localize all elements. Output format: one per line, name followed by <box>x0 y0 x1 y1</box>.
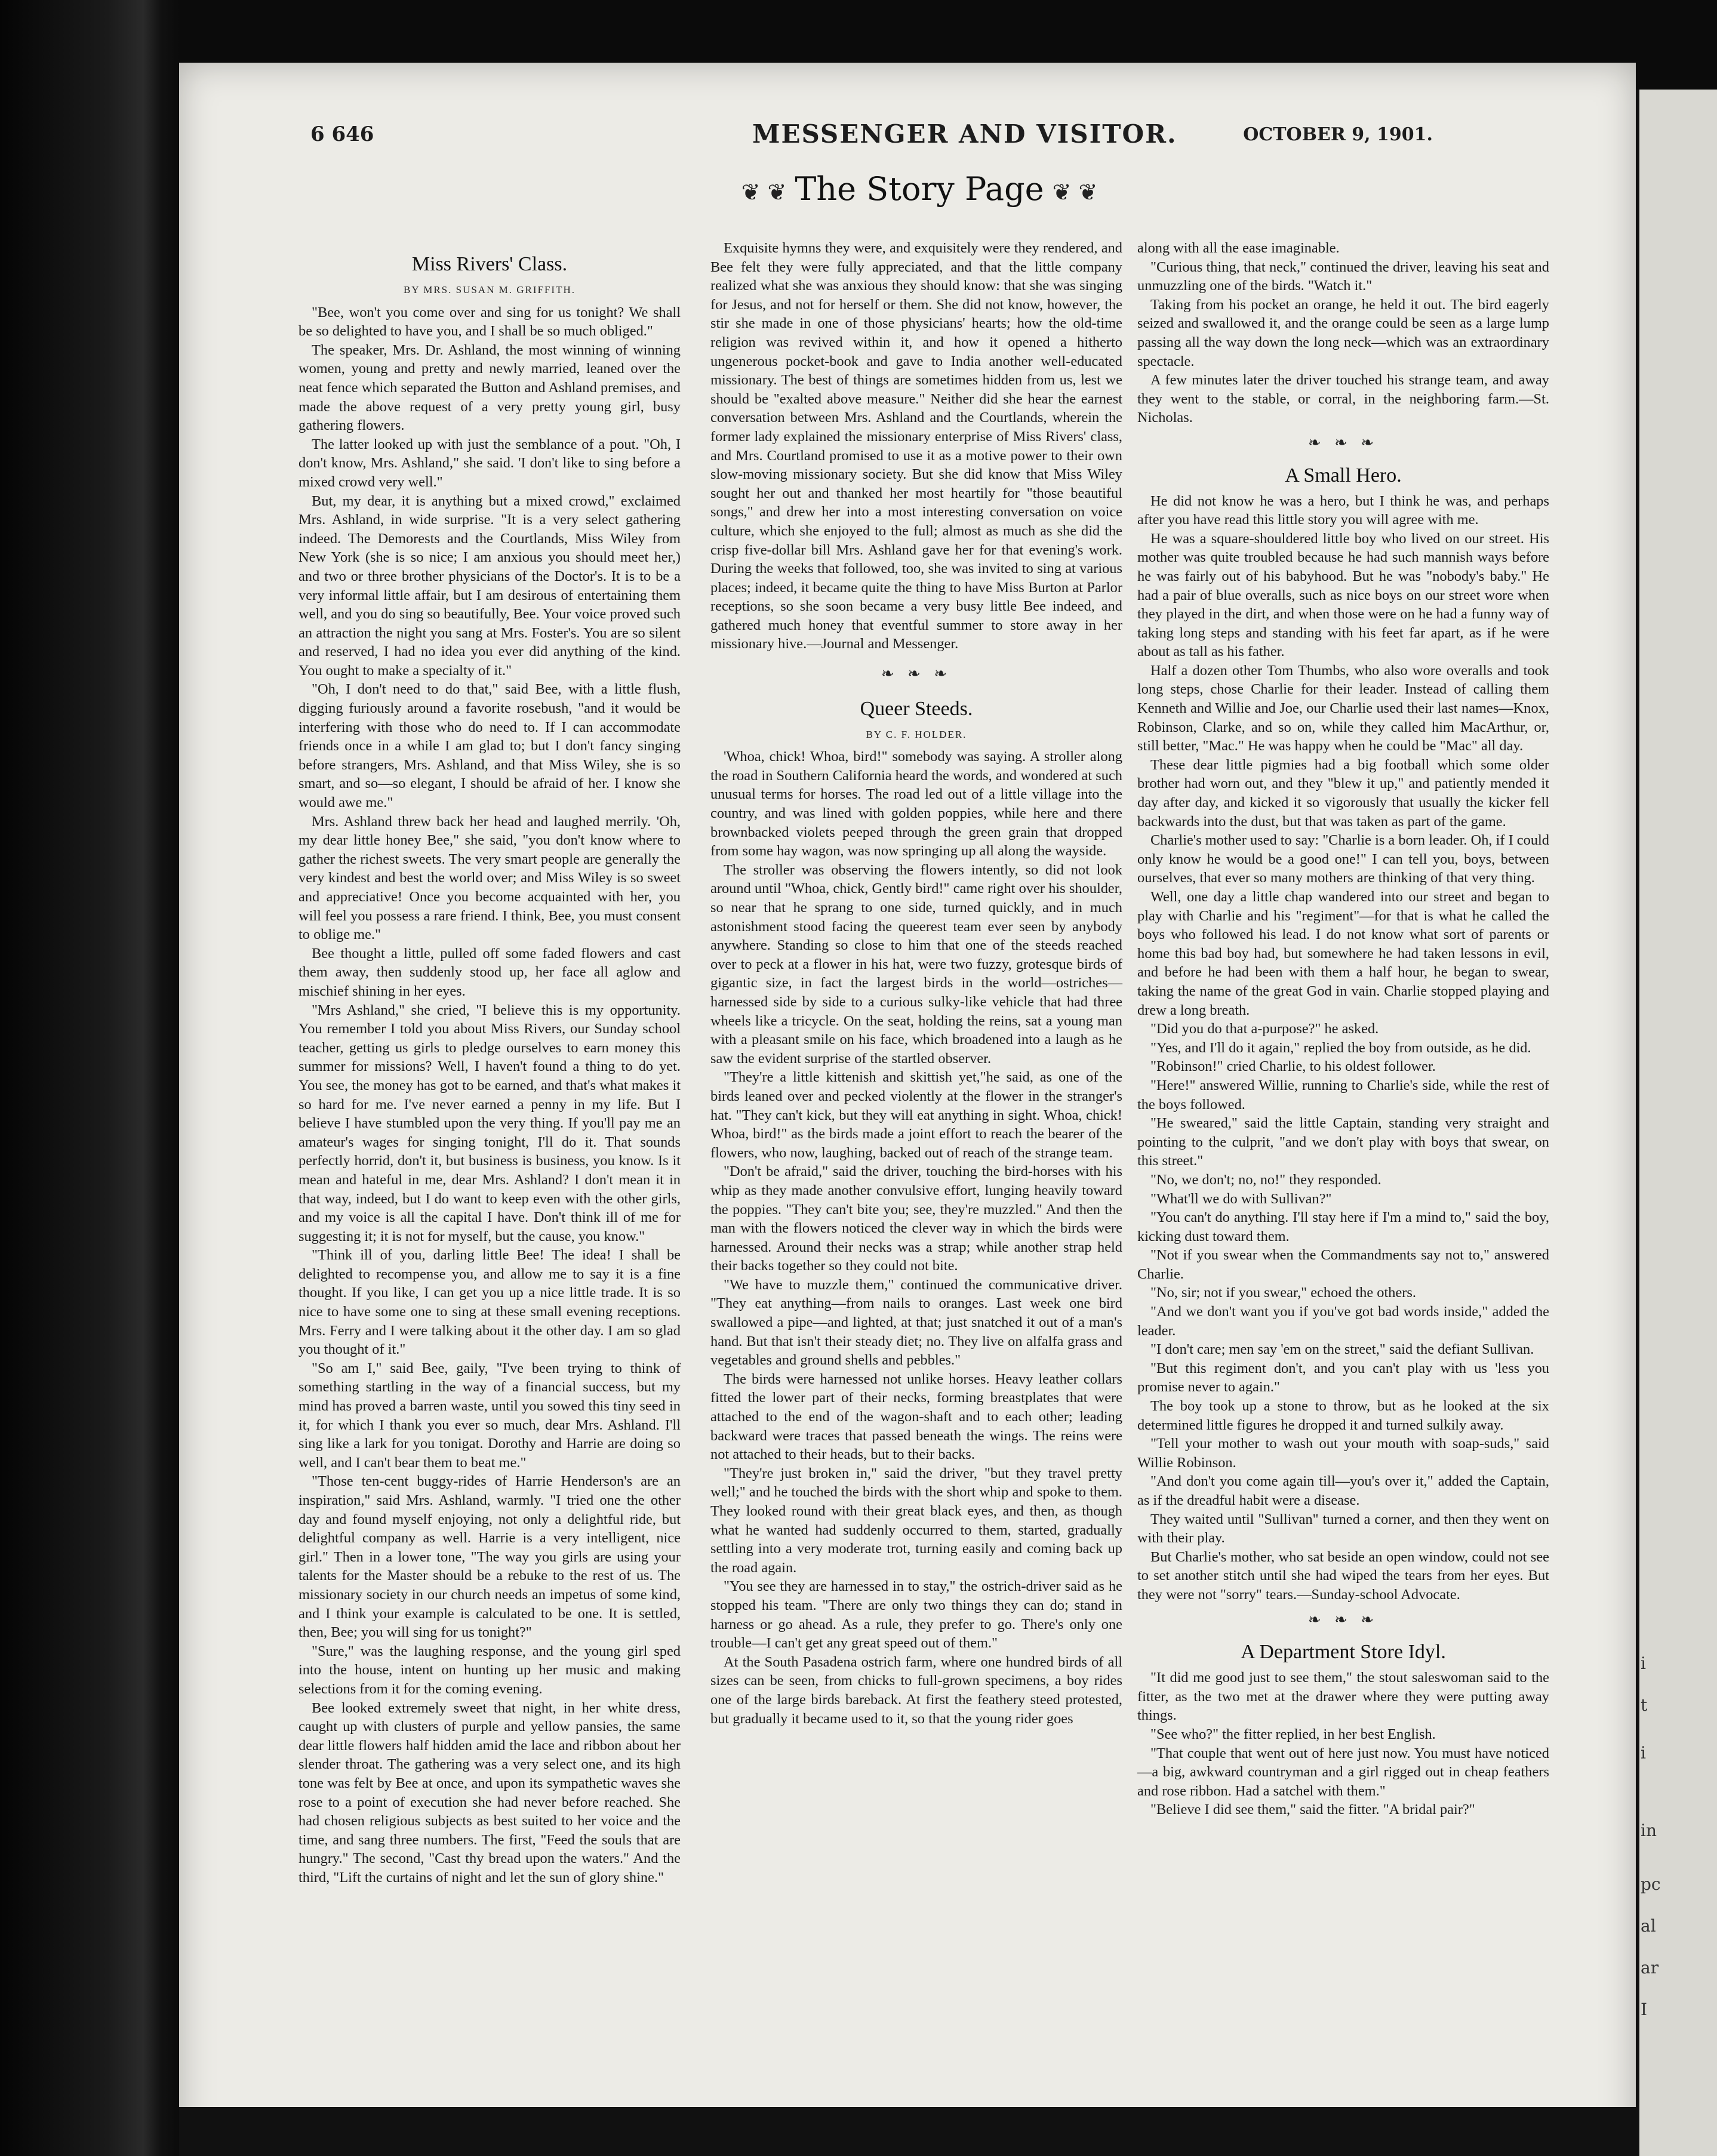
paragraph: He was a square-shouldered little boy who lived on our street. His mother was quite troubled because he had such mannish ways before he was fairly out of his babyhood. But he was "nobody's baby." He had a pair of blue overalls, such as nice boys on our street wore when they played in the dirt, and when those were on he had a funny way of taking long steps and standing with his feet far apart, as if he were about as tall as his father. <box>1137 530 1549 660</box>
paragraph: "I don't care; men say 'em on the street," said the defiant Sullivan. <box>1150 1341 1534 1358</box>
edge-letter: i <box>1641 1653 1646 1673</box>
paragraph: Mrs. Ashland threw back her head and laughed merrily. 'Oh, my dear little honey Bee," she said, "you don't know where to gather the richest sweets. The very smart people are generally the very kindest and best the world over; and Miss Wiley is so sweet and appreciative! Once you become acquainted with her, you will feel you possess a rare friend. I think, Bee, you must consent to oblige me." <box>299 813 681 943</box>
paragraph: "He sweared," said the little Captain, standing very straight and pointing to the culprit, "and we don't play with boys that swear, on this street." <box>1137 1115 1549 1169</box>
paper-title: MESSENGER AND VISITOR. <box>752 119 1177 149</box>
paragraph: "You can't do anything. I'll stay here if I'm a mind to," said the boy, kicking dust toward them. <box>1137 1209 1549 1245</box>
paragraph: "They're just broken in," said the driver, "but they travel pretty well;" and he touched the birds with the short whip and spoke to them. They looked round with their great black eyes, and then, as though what he wanted had suddenly occurred to them, started, gradually settling into a very moderate trot, turning easily and coming back up the road again. <box>710 1465 1122 1576</box>
paragraph: The latter looked up with just the semblance of a pout. "Oh, I don't know, Mrs. Ashland," she said. 'I don't like to sing before a mixed crowd very well." <box>299 436 681 490</box>
leaf-ornament-icon: ❦ ❦ <box>741 179 787 205</box>
leaf-ornament-icon: ❦ ❦ <box>1052 179 1098 205</box>
paragraph: "Those ten-cent buggy-rides of Harrie Henderson's are an inspiration," said Mrs. Ashland, warmly. "I tried one the other day and found myself enjoying, not only a delightful ride, but delightful company as well. Harrie is a very intelligent, nice girl." Then in a lower tone, "The way you girls are using your talents for the Master should be a rebuke to the rest of us. The missionary society in our church needs an impetus of some kind, and I think your example is calculated to be one. It is settled, then, Bee; you will sing for us tonight?" <box>299 1473 681 1641</box>
page-number: 6 646 <box>310 122 374 146</box>
paragraph: "Tell your mother to wash out your mouth with soap-suds," said Willie Robinson. <box>1137 1436 1549 1471</box>
story-page-heading <box>704 170 1134 218</box>
paragraph: Half a dozen other Tom Thumbs, who also wore overalls and took long steps, chose Charlie for their leader. Instead of calling them Kenneth and Willie and Joe, our Charlie used their last names—Knox, Robinson, Clarke, and so on, while they called him MacArthur, or, still better, "Mac." He was happy when he could be "Mac" all day. <box>1137 662 1549 754</box>
edge-letter: al <box>1641 1916 1656 1936</box>
article-title: Queer Steeds. <box>860 697 973 720</box>
paragraph: Taking from his pocket an orange, he held it out. The bird eagerly seized and swallowed it, and the orange could be seen as a large lump passing all the way down the long neck—which was an extraordinary spectacle. <box>1137 296 1549 369</box>
paragraph: "Robinson!" cried Charlie, to his oldest follower. <box>1150 1058 1436 1075</box>
edge-letter: pc <box>1641 1874 1661 1894</box>
column-3 <box>1137 239 1549 1819</box>
paragraph: Bee thought a little, pulled off some faded flowers and cast them away, then suddenly stood up, her face all aglow and mischief shining in her eyes. <box>299 945 681 999</box>
paragraph: "Did you do that a-purpose?" he asked. <box>1150 1021 1379 1037</box>
paragraph: At the South Pasadena ostrich farm, where one hundred birds of all sizes can be seen, from chicks to full-grown specimens, a boy rides one of the large birds bareback. At first the feathery steed protested, but gradually it became used to it, so that the young rider goes <box>710 1653 1122 1727</box>
paragraph: These dear little pigmies had a big football which some older brother had worn out, and they "blew it up," and patiently mended it day after day, and kicked it so vigorously that usually the kicker fell backwards into the dust, but that was taken as part of the game. <box>1137 756 1549 830</box>
paragraph: "They're a little kittenish and skittish yet,"he said, as one of the birds leaned over and pecked violently at the flower in the stranger's hat. "They can't kick, but they will eat anything in sight. Whoa, chick! Whoa, bird!" as the birds made a joint effort to reach the bearer of the flowers, who now, laughing, backed out of reach of the strange team. <box>710 1069 1122 1161</box>
article-title: A Small Hero. <box>1285 464 1402 486</box>
paragraph: "Believe I did see them," said the fitter. "A bridal pair?" <box>1150 1801 1475 1818</box>
paragraph: "Mrs Ashland," she cried, "I believe this is my opportunity. You remember I told you about Miss Rivers, our Sunday school teacher, getting us girls to pledge ourselves to earn money this summer for missions? Well, I haven't found a thing to do yet. You see, the money has got to be earned, and that's what makes it so hard for me. I've never earned a penny in my life. But I believe I have stumbled upon the very thing. If you'll pay me an amateur's wages for singing tonight, I'll do it. That sounds perfectly horrid, don't it, but business is business, you know. Is it mean and hateful in me, dear Mrs. Ashland? I don't mean it in that way, indeed, but I do want to keep even with the other girls, and my voice is all the capital I have. Don't think ill of me for suggesting it; it is not for myself, but the cause, you know." <box>299 1002 681 1245</box>
paragraph: Exquisite hymns they were, and exquisitely were they rendered, and Bee felt they were fully appreciated, and that the little company realized what she was anxious they should know: that she was singing for Jesus, and not for herself or them. She did not know, however, the stir she made in one of those physicians' hearts; how the old-time religion was revived within it, and how it opened a hitherto ungenerous pocket-book and gave to India another well-educated missionary. The best of things are sometimes hidden from us, lest we should be "exalted above measure." Neither did she hear the earnest conversation between Mrs. Ashland and the Courtlands, wherein the former lady explained the missionary enterprise of Miss Rivers' class, and Mrs. Courtland promised to use it as a motive power to their own slow-moving missionary society. But she did know that Miss Wiley sought her out and thanked her most heartily for "those beautiful songs," and drew her into a most interesting conversation on voice culture, which she enjoyed to the full; almost as much as she did the crisp five-dollar bill Mrs. Ashland gave her for that evening's work. During the weeks that followed, too, she was invited to sing at various places; indeed, it became quite the thing to have Miss Burton at Parlor receptions, so she soon became a very busy little Bee indeed, and gathered much honey that eventful summer to store away in her missionary hive.—Journal and Messenger. <box>710 240 1122 652</box>
paragraph: "And don't you come again till—you's over it," added the Captain, as if the dreadful habit were a disease. <box>1137 1473 1549 1508</box>
paragraph: They waited until "Sullivan" turned a corner, and then they went on with their play. <box>1137 1511 1549 1547</box>
scan-bottom-shadow <box>179 2107 1636 2156</box>
edge-letter: i <box>1641 1743 1646 1763</box>
page-header <box>310 119 1433 155</box>
adjacent-page-edge <box>1636 90 1717 2156</box>
section-separator: ❧ ❧ ❧ <box>1307 1610 1379 1628</box>
article-title: A Department Store Idyl. <box>1241 1641 1446 1664</box>
paragraph: He did not know he was a hero, but I think he was, and perhaps after you have read this little story you will agree with me. <box>1137 492 1549 528</box>
paragraph: The birds were harnessed not unlike horses. Heavy leather collars fitted the lower part of their necks, forming breastplates that were attached to the end of the wagon-shaft and to each other; leading backward were traces that passed beneath the wings. The reins were not attached to their heads, but to their backs. <box>710 1370 1122 1463</box>
paragraph: "Here!" answered Willie, running to Charlie's side, while the rest of the boys followed. <box>1137 1077 1549 1113</box>
column-2 <box>710 239 1122 1728</box>
edge-letter: in <box>1641 1821 1657 1840</box>
paragraph: "Sure," was the laughing response, and the young girl sped into the house, intent on hunting up her music and making selections from it for the coming evening. <box>299 1643 681 1697</box>
paragraph: Bee looked extremely sweet that night, in her white dress, caught up with clusters of purple and yellow pansies, the same dear little flowers half hidden amid the lace and ribbon about her slender throat. The gathering was a very select one, and its high tone was felt by Bee at once, and upon its sympathetic waves she rose to a point of execution she had never before reached. She had chosen religious subjects as best suited to her voice and the time, and sang three numbers. The first, "Feed the souls that are hungry." The second, "Cast thy bread upon the waters." And the third, "Lift the curtains of night and let the sun of glory shine." <box>299 1699 681 1886</box>
article-title: Miss Rivers' Class. <box>411 253 568 275</box>
paragraph: "Curious thing, that neck," continued the driver, leaving his seat and unmuzzling one of the birds. "Watch it." <box>1137 258 1549 294</box>
paragraph: "But this regiment don't, and you can't play with us 'less you promise never to again." <box>1137 1360 1549 1396</box>
paragraph: Charlie's mother used to say: "Charlie is a born leader. Oh, if I could only know he would be a good one!" I can tell you, boys, between ourselves, that ever so many mothers are thinking of that very thing. <box>1137 832 1549 886</box>
paragraph: But, my dear, it is anything but a mixed crowd," exclaimed Mrs. Ashland, in wide surprise. "It is a very select gathering indeed. The Demorests and the Courtlands, Miss Wiley from New York (she is so nice; I am anxious you should meet her,) and two or three brother physicians of the Doctor's. It is to be a very informal little affair, but I am desirous of entertaining them well, and you do sing so beautifully, Bee. Your voice proved such an attraction the night you sang at Mrs. Foster's. You are so silent and reserved, I had no idea you ever did anything of the kind. You ought to make a specialty of it." <box>299 492 681 679</box>
paragraph: along with all the ease imaginable. <box>1137 240 1340 256</box>
issue-date: OCTOBER 9, 1901. <box>1243 124 1433 145</box>
article-byline: BY C. F. HOLDER. <box>866 728 967 740</box>
paragraph: A few minutes later the driver touched his strange team, and away they went to the stable, or corral, in the neighboring farm.—St. Nicholas. <box>1137 372 1549 426</box>
paragraph: "Yes, and I'll do it again," replied the boy from outside, as he did. <box>1150 1039 1531 1056</box>
paragraph: "Don't be afraid," said the driver, touching the bird-horses with his whip as they made another convulsive effort, lunging heavily toward the poppies. "They can't bite you; see, they're muzzled." And then the man with the flowers noticed the clever way in which the birds were harnessed. Around their necks was a strap; while another strap held their backs together so they could not bite. <box>710 1163 1122 1274</box>
article-byline: BY MRS. SUSAN M. GRIFFITH. <box>403 284 576 295</box>
paragraph: "No, we don't; no, no!" they responded. <box>1150 1171 1381 1188</box>
paragraph: "Not if you swear when the Commandments say not to," answered Charlie. <box>1137 1247 1549 1282</box>
paragraph: "It did me good just to see them," the stout saleswoman said to the fitter, as the two met at the drawer where they were putting away things. <box>1137 1670 1549 1724</box>
paragraph: The speaker, Mrs. Dr. Ashland, the most winning of winning women, young and pretty and newly married, leaned over the neat fence which separated the Button and Ashland premises, and made the above request of a very pretty young girl, busy gathering flowers. <box>299 341 681 434</box>
column-1 <box>299 245 681 1887</box>
paragraph: "See who?" the fitter replied, in her best English. <box>1150 1726 1436 1742</box>
edge-letter: t <box>1641 1695 1648 1715</box>
paragraph: "Oh, I don't need to do that," said Bee, with a little flush, digging furiously around a favorite rosebush, "and it would be interfering with those who do need to. If I can accommodate friends once in a while I am glad to; but I don't fancy singing before strangers, Mrs. Ashland, and that Miss Wiley, she is so smart, and so—so elegant, I should be afraid of her. I know she would awe me." <box>299 681 681 811</box>
paragraph: "So am I," said Bee, gaily, "I've been trying to think of something startling in the way of a financial success, but my mind has proved a barren waste, until you sowed this tiny seed in it, for which I thank you ever so much, dear Mrs. Ashland. I'll sing like a lark for you tonigat. Dorothy and Harrie are doing so well, and I can't bear them to beat me." <box>299 1360 681 1471</box>
story-page-title: The Story Page <box>795 170 1044 208</box>
paragraph: 'Whoa, chick! Whoa, bird!" somebody was saying. A stroller along the road in Southern California heard the words, and wondered at such unusual terms for horses. The road led out of a little village into the country, and was lined with golden poppies, while here and there brownbacked violets peeped through the green grain that dropped from some hay wagon, was now springing up all along the wayside. <box>710 749 1122 860</box>
paragraph: "Bee, won't you come over and sing for us tonight? We shall be so delighted to have you, and I shall be so much obliged." <box>299 304 681 340</box>
paragraph: Well, one day a little chap wandered into our street and began to play with Charlie and his "regiment"—for that is what he called the boys who followed his lead. I do not know what sort of parents or home this bad boy had, but somewhere he had taken lessons in evil, and before he had been with them a half hour, he began to swear, taking the name of the great God in vain. Charlie stopped playing and drew a long breath. <box>1137 889 1549 1018</box>
paragraph: "No, sir; not if you swear," echoed the others. <box>1150 1285 1416 1301</box>
paragraph: "We have to muzzle them," continued the communicative driver. "They eat anything—from nails to oranges. Last week one bird swallowed a pipe—and lighted, at that; just snatched it out of a man's hand. But that isn't their steady diet; no. They live on alfalfa grass and vegetables and ground shells and pebbles." <box>710 1276 1122 1369</box>
paragraph: "What'll we do with Sullivan?" <box>1150 1190 1332 1207</box>
paragraph: But Charlie's mother, who sat beside an open window, could not see to set another stitch until she had wiped the tears from her eyes. But they were not "sorry" tears.—Sunday-school Advocate. <box>1137 1548 1549 1603</box>
paragraph: "Think ill of you, darling little Bee! The idea! I shall be delighted to recompense you, and allow me to say it is a fine thought. If you like, I can get you up a nice little trade. It is so nice to have some one to sing at these small evening receptions. Mrs. Ferry and I were talking about it the other day. I am so glad you thought of it." <box>299 1247 681 1358</box>
edge-letter: I <box>1641 2000 1648 2019</box>
edge-letter: ar <box>1641 1958 1659 1978</box>
paragraph: The stroller was observing the flowers intently, so did not look around until "Whoa, chick, Gently bird!" came right over his shoulder, so near that he sprang to one side, turned quickly, and in much astonishment stood facing the queerest team ever seen by anybody anywhere. Standing so close to him that one of the steeds reached over to peck at a flower in his hat, were two fuzzy, grotesque birds of gigantic size, in fact the largest birds in the world—ostriches—harnessed side by side to a curious sulky-like vehicle that had three wheels like a tricycle. On the seat, holding the reins, sat a young man with a pleasant smile on his face, which broadened into a laugh as he saw the evident surprise of the startled observer. <box>710 861 1122 1067</box>
section-separator: ❧ ❧ ❧ <box>1307 433 1379 451</box>
paragraph: "That couple that went out of here just now. You must have noticed—a big, awkward countryman and a girl rigged out in cheap feathers and rose ribbon. Had a satchel with them." <box>1137 1745 1549 1799</box>
paragraph: "You see they are harnessed in to stay," the ostrich-driver said as he stopped his team. "There are only two things they can do; stand in harness or go ahead. As a rule, they prefer to go. There's only one trouble—I can't get any great speed out of them." <box>710 1578 1122 1652</box>
paragraph: The boy took up a stone to throw, but as he looked at the six determined little figures he dropped it and turned sulkily away. <box>1137 1398 1549 1433</box>
paragraph: "And we don't want you if you've got bad words inside," added the leader. <box>1137 1304 1549 1339</box>
section-separator: ❧ ❧ ❧ <box>881 665 952 683</box>
